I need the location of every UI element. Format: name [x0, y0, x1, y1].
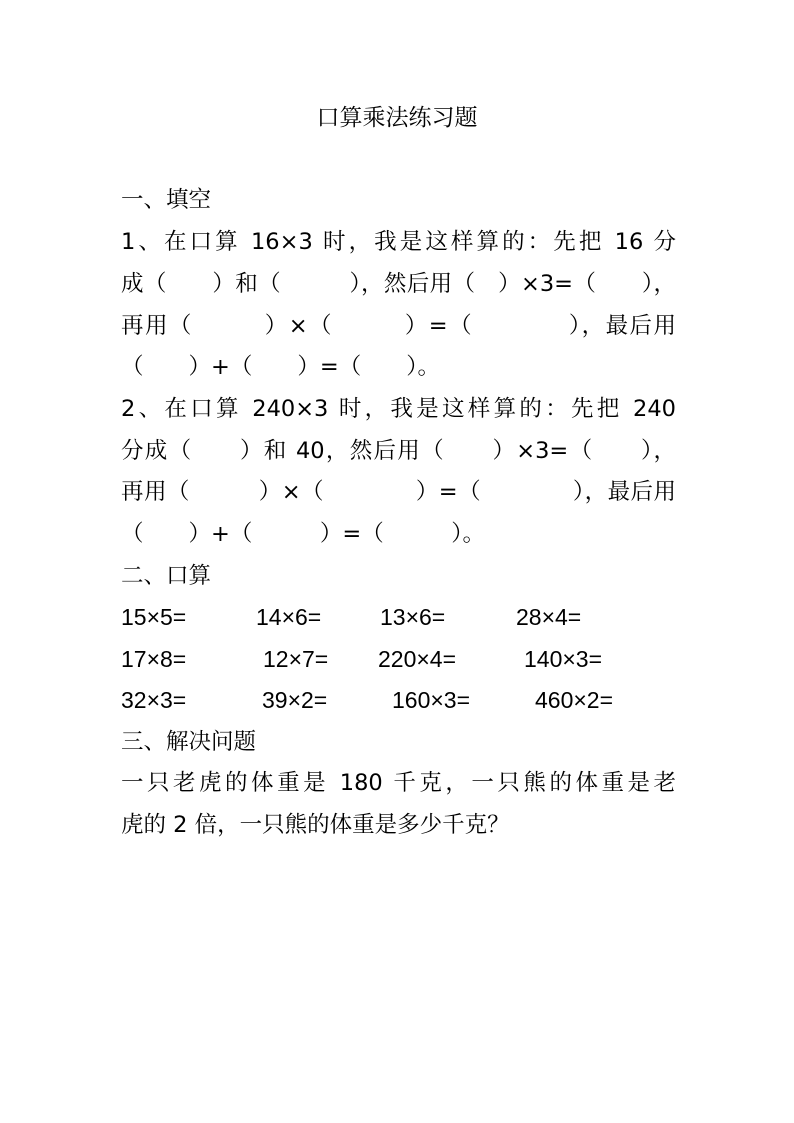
calc-item: 140×3=: [524, 646, 603, 672]
calc-item: 14×6=: [256, 604, 322, 630]
calc-row-3: [0, 684, 794, 716]
page-title: 口算乘法练习题: [316, 105, 478, 131]
calc-item: 15×5=: [121, 604, 187, 630]
word-problem-line-2: 虎的 2 倍，一只熊的体重是多少千克？: [121, 812, 510, 838]
calc-item: 32×3=: [121, 687, 187, 713]
question-1-line-2: 成（ ）和（ ），然后用（ ）×3=（ ），: [121, 271, 676, 297]
section-heading-fill-blank: 一、填空: [121, 187, 212, 213]
question-2-line-2: 分成（ ）和 40，然后用（ ）×3=（ ），: [121, 438, 676, 464]
calc-item: 220×4=: [378, 646, 457, 672]
question-1-line-3: 再用（ ）×（ ）=（ ），最后用: [121, 313, 676, 339]
calc-item: 460×2=: [535, 687, 614, 713]
calc-item: 160×3=: [392, 687, 471, 713]
word-problem-line-1: 一只老虎的体重是 180 千克，一只熊的体重是老: [121, 770, 676, 796]
calc-item: 13×6=: [380, 604, 446, 630]
calc-item: 28×4=: [516, 604, 582, 630]
section-heading-mental-math: 二、口算: [121, 563, 212, 589]
question-2-line-4: （ ）+（ ）=（ ）。: [121, 521, 485, 547]
calc-row-1: [0, 601, 794, 633]
question-2-line-1: 2、在口算 240×3 时，我是这样算的：先把 240: [121, 396, 676, 422]
question-1-line-1: 1、在口算 16×3 时，我是这样算的：先把 16 分: [121, 229, 676, 255]
calc-item: 17×8=: [121, 646, 187, 672]
calc-item: 39×2=: [262, 687, 328, 713]
calc-item: 12×7=: [263, 646, 329, 672]
calc-row-2: [0, 643, 794, 675]
question-2-line-3: 再用（ ）×（ ）=（ ），最后用: [121, 479, 676, 505]
question-1-line-4: （ ）+（ ）=（ ）。: [121, 354, 440, 380]
section-heading-word-problem: 三、解决问题: [121, 729, 257, 755]
